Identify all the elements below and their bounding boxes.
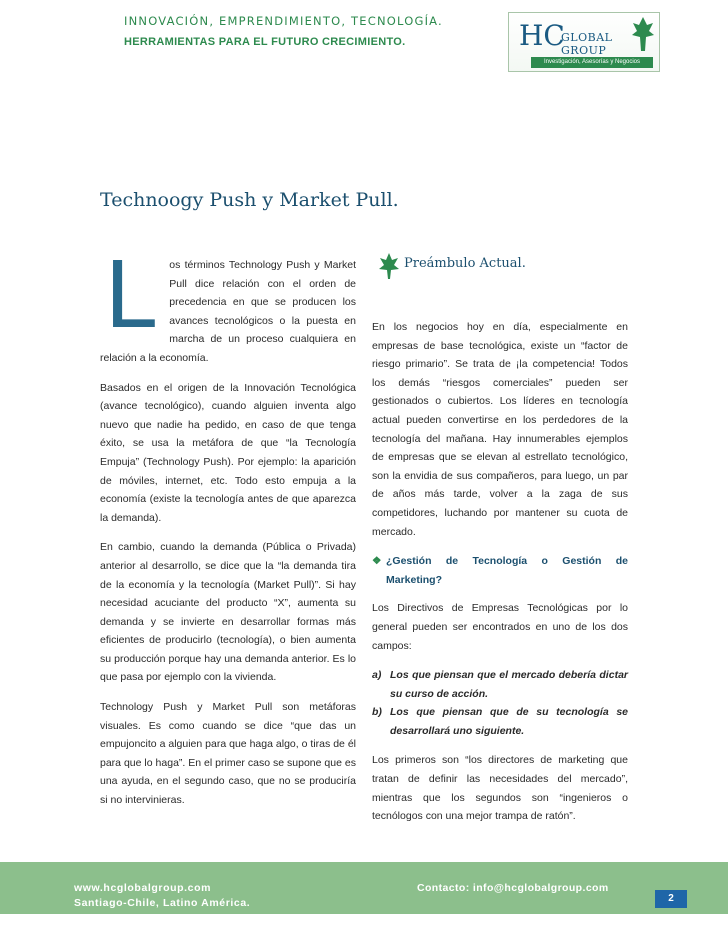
logo-mark: HC	[519, 19, 565, 52]
paragraph-directors: Los Directivos de Empresas Tecnológicas por lo general pueden ser encontrados en uno de los dos campos:	[372, 602, 628, 652]
footer-website-link[interactable]: www.hcglobalgroup.com	[74, 882, 212, 894]
paragraph-technology-push: Basados en el origen de la Innovación Tecnológica (avance tecnológico), cuando alguien inventa algo nuevo que nadie ha pedido, en caso de que tenga éxito, se usa la metáfora de que “la Tecnología Empuja” (Technology Push). Por ejemplo: la aparición de móviles, internet, etc. Todo esto empuja a la economía (existe la tecnología antes de que aparezca la demanda).	[100, 381, 356, 524]
paragraph-conclusion: Los primeros son “los directores de marketing que tratan de definir las necesidades del mercado”, mientras que los segundos son “ingenieros o tecnólogos con una mejor trampa de ratón”.	[372, 754, 628, 823]
paragraph-market-pull: En cambio, cuando la demanda (Pública o Privada) anterior al desarrollo, se dice que la “la demanda tira de la economía y la tecnología (Market Pull)”. Si hay necesidad acuciante del producto “X”, aumenta su demanda y se invierte en desarrollar formas más eficientes de producirlo (tecnología), o bien aumenta su producción porque hay una demanda anterior. Es lo que pasa por ejemplo con la vivienda.	[100, 541, 356, 684]
header-subtitle: HERRAMIENTAS PARA EL FUTURO CRECIMIENTO.	[124, 36, 406, 48]
page-footer	[0, 862, 728, 914]
logo-name: GLOBAL GROUP	[561, 31, 613, 57]
camps-list	[372, 666, 628, 740]
paragraph-competition: En los negocios hoy en día, especialmente en empresas de base tecnológica, existe un “factor de riesgo primario”. Se trata de ¡la competencia! Todos los demás “riesgos comerciales” pueden ser gestionados o cubiertos. Los líderes en tecnología actual pueden convertirse en los perdedores de la tecnología del mañana. Hay innumerables ejemplos de empresas que se elevan al estrellato tecnológico, son la envidia de sus compañeros, para luego, un par de años más tarde, volver a la zaga de sus competidores, luchando por mantener su cuota de mercado.	[372, 321, 628, 538]
diamond-bullet-icon: ❖	[372, 555, 382, 568]
page-number-badge: 2	[655, 890, 687, 908]
drop-cap: L	[104, 242, 156, 349]
intro-text: os términos Technology Push y Market Pull dice relación con el orden de precedencia en que se producen los avances tecnológicos o la puesta en marcha de un proceso cualquiera en relación a la economía.	[100, 259, 356, 364]
question-heading	[372, 552, 628, 589]
leaf-icon	[378, 252, 400, 280]
list-item: b) Los que piensan que de su tecnología se desarrollará uno siguiente.	[372, 706, 628, 737]
preamble-heading-text: Preámbulo Actual.	[404, 256, 526, 271]
footer-location: Santiago-Chile, Latino América.	[74, 897, 251, 909]
right-column	[372, 318, 628, 837]
left-column	[100, 242, 356, 821]
leaf-icon	[631, 15, 655, 53]
header-tagline: INNOVACIÓN, EMPRENDIMIENTO, TECNOLOGÍA.	[124, 14, 443, 28]
intro-paragraph	[100, 242, 356, 368]
question-heading-text: ¿Gestión de Tecnología o Gestión de Marketing?	[386, 555, 628, 586]
article-title: Technoogy Push y Market Pull.	[100, 189, 399, 211]
preamble-heading	[378, 252, 628, 282]
footer-contact-email[interactable]: Contacto: info@hcglobalgroup.com	[417, 882, 609, 894]
logo-tagline: Investigación, Asesorías y Negocios	[531, 57, 653, 68]
company-logo	[508, 12, 660, 72]
list-item: a) Los que piensan que el mercado debería dictar su curso de acción.	[372, 669, 628, 700]
paragraph-metaphors: Technology Push y Market Pull son metáforas visuales. Es como cuando se dice “que das un empujoncito a alguien para que haga algo, o tiras de él para que lo haga”. En el primer caso se supone que es una ayuda, en el segundo caso, que no se produciría si no intervinieras.	[100, 701, 356, 807]
